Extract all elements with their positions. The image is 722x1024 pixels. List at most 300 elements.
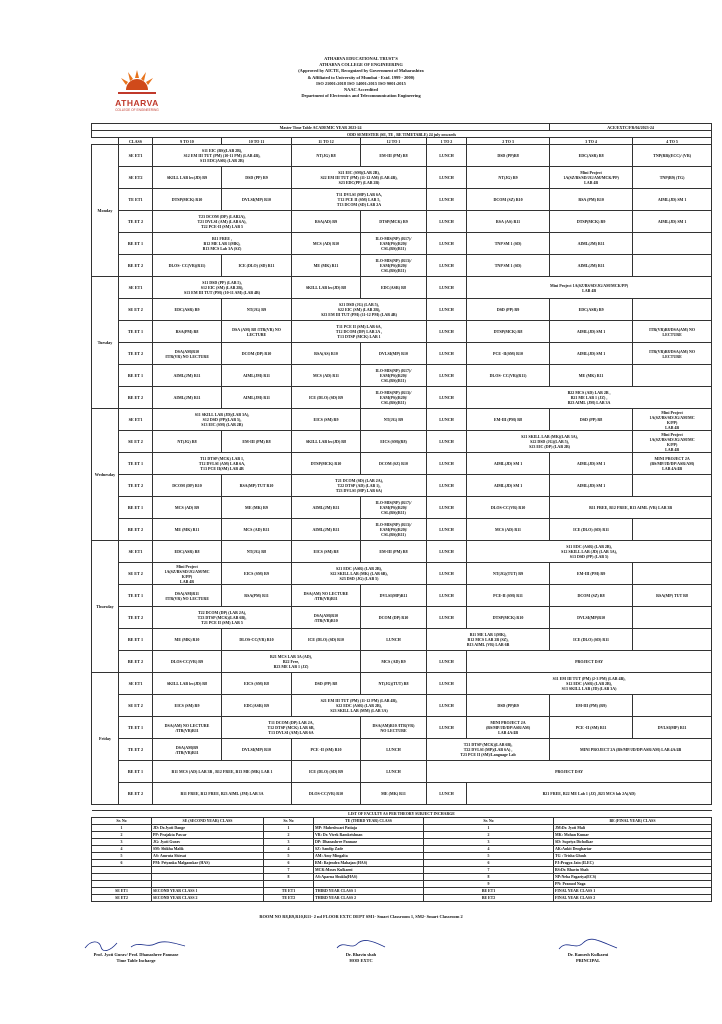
semester-title: ODD SEMESTER (SE, TE , BE TIMETABLE) 24 july onwards (92, 131, 712, 138)
timetable-cell: ILO-MIS(NP) (R13)/ EAM(PS)(R20)/ CSL(BS)(R11) (361, 519, 427, 541)
timetable-row (92, 717, 712, 739)
timetable-cell: EDC(ASR) R8 (153, 541, 222, 563)
timetable-cell: DSA(AM)R11 /ITR(VR) NO LECTURE (153, 585, 222, 607)
timetable-cell: RSA(MP) TUT R10 (222, 475, 292, 497)
timetable-cell: LUNCH (361, 761, 427, 783)
class-label: SE ET 2 (119, 563, 153, 585)
timetable-cell: LUNCH (427, 453, 467, 475)
timetable-cell (633, 233, 712, 255)
faculty-cell: 5 (264, 853, 314, 860)
faculty-cell: SECOND YEAR CLASS 1 (152, 888, 264, 895)
timetable-cell: LUNCH (427, 343, 467, 365)
timetable-row (92, 343, 712, 365)
timetable-cell: ICE (DLO) (SD) R9 (292, 387, 361, 409)
timetable-cell: S11 EDC (ASR) (LAB 2B), S12 SKILL LAB (JD) (LAB 3A), S13 DSD (PP) (LAB 5) (467, 541, 712, 563)
timetable-row (92, 189, 712, 211)
class-label: BE ET 1 (119, 365, 153, 387)
column-header: 10 TO 11 (222, 138, 292, 145)
timetable-cell (633, 695, 712, 717)
timetable-cell: B21 FREE, B22 ME Lab 1 (JZ) ,B23 MCS lab 2A(AD) (467, 783, 712, 805)
timetable-cell: B11 FREE, B12 FREE, B13 AIML (VR) LAB 3B (550, 497, 712, 519)
faculty-cell: AM: Amy Mingalta (314, 853, 424, 860)
header-line: & Affiliated to University of Mumbai - Estd. 1999 - 2000) (307, 74, 415, 80)
timetable-cell: B11 ME LAB 1(MK), B12 MCS LAB 2B (SZ), B13 AIML (VR) LAB 6B (427, 629, 550, 651)
timetable-cell: AIML(JM) R11 (222, 387, 292, 409)
handwritten-signature (553, 938, 623, 952)
timetable-cell: ME (MK) R9 (222, 497, 292, 519)
faculty-cell: BE ET1 (424, 888, 554, 895)
faculty-cell: 8 (264, 874, 314, 881)
timetable-cell: EM-III (PM) R9 (550, 563, 633, 585)
timetable-cell: TNP(RB)(ECC)/ (VR) (633, 145, 712, 167)
timetable-cell: MCS (AD) R9 (153, 497, 222, 519)
timetable-cell: T11 PCE II (SM) LAB 6A, T12 DCOM (DP) LAB 2A , T13 DTSP (MCK) LAB 1 (292, 321, 427, 343)
timetable-row (92, 167, 712, 189)
faculty-cell: VR: Dr. Vivek Ramkrishnan (314, 832, 424, 839)
timetable-cell: ICE (DLO) (SD) R10 (292, 629, 361, 651)
timetable-cell: TNP SM 1 (SD) (467, 255, 550, 277)
class-label: BE ET 2 (119, 255, 153, 277)
timetable-cell: PCE -II (SM) R10 (292, 739, 361, 761)
timetable-cell: MCS (AD) R11 (292, 365, 361, 387)
timetable-cell: DTSP(MCK) R10 (153, 189, 222, 211)
timetable-cell: B11 FREE, B12 FREE, B23 AIML (JM) LAB 3A (153, 783, 292, 805)
signatory-role: PRINCIPAL (575, 958, 601, 963)
class-label: SE ET1 (119, 673, 153, 695)
timetable-cell: DCOM (DP) R10 (361, 607, 427, 629)
logo-name: ATHARVA (115, 98, 159, 108)
signatory-role: Time Table Incharge (116, 958, 156, 963)
faculty-cell (152, 881, 264, 888)
timetable-cell: LUNCH (427, 541, 467, 563)
timetable-cell: MINI PROJECT 2A (BS/MP/JD/DP/ASR/AM) LAB 4A/4B (467, 717, 550, 739)
faculty-cell: PM: Priyanka Malgaonkar (HAS) (152, 860, 264, 867)
faculty-cell: FINAL YEAR CLASS 2 (554, 895, 712, 902)
timetable-cell: DTSP(MCK) R10 (467, 607, 550, 629)
timetable-cell: S11 EM III TUT (PM) (2-3 PM) (LAB 4B), S12 EDC (ASR) (LAB 2B), S13 SKILL LAB (JD) (LAB 3A) (467, 673, 712, 695)
timetable-cell: ILO-MIS(NP) (R17)/ EAM(PS)(R20)/ CSL(BS)(R11) (361, 365, 427, 387)
faculty-header: BE (FINAL YEAR) CLASS (554, 818, 712, 825)
faculty-cell: 3 (424, 839, 554, 846)
timetable-row (92, 519, 712, 541)
faculty-cell: AS:Aparna Shukla(HAS) (314, 874, 424, 881)
timetable-row (92, 739, 712, 761)
timetable-cell: EICS (SM) R9 (292, 409, 361, 431)
timetable-cell: DCOM (SZ) R10 (361, 453, 427, 475)
timetable-cell: AIML(JD) SM 1 (633, 211, 712, 233)
timetable-cell: ILO-MIS(NP) (R17)/ EAM(PS)(R20)/ CSL(BS)(R11) (361, 497, 427, 519)
faculty-cell: DP: Dhanashree Pannase (314, 839, 424, 846)
master-timetable (91, 123, 712, 805)
timetable-cell: ITR(VR)R8/DSA(AM) NO LECTURE (633, 343, 712, 365)
timetable-cell: DLOS- CC(VR)(R11) (467, 365, 550, 387)
faculty-cell: SM: Shikha Malik (152, 846, 264, 853)
faculty-cell: MK: Mohan Kumar (554, 832, 712, 839)
timetable-row (92, 585, 712, 607)
timetable-cell: Mini Project 1A(SZ/BS/SD/JG/AM/MC K/PP) LAB 4B (633, 409, 712, 431)
day-header (92, 138, 119, 145)
faculty-title: LIST OF FACULTY AS PER THEORY SUBJECT INCHARGE (92, 811, 712, 818)
timetable-cell: DSA(AM)R10 /ITR(VR) NO LECTURE (361, 717, 427, 739)
timetable-cell: ICE (DLO) (SD) R11 (550, 519, 633, 541)
timetable-cell: B21 MCS LAB 3A (AD), B22 Free, B23 ME LAB 1 (JZ) (222, 651, 361, 673)
faculty-cell: RM: Rajendra Mahajan (HAS) (314, 860, 424, 867)
timetable-row (92, 431, 712, 453)
timetable-cell: RSA (PM) R10 (550, 189, 633, 211)
timetable-cell: T11 DCOM (DP) LAB 2A, T12 DTSP (MCK) LAB 6B, T13 DVLSI (AM) LAB 6A (222, 717, 361, 739)
faculty-row (92, 881, 712, 888)
timetable-cell: AIML(JM) R11 (550, 233, 633, 255)
timetable-cell: AIML(JD) SM 1 (467, 475, 550, 497)
faculty-cell (92, 867, 152, 874)
timetable-cell: ICE (DLO) (SD) R9 (292, 761, 361, 783)
timetable-cell (633, 475, 712, 497)
class-label: SE ET1 (119, 541, 153, 563)
faculty-cell: TG : Trisha Ghosh (554, 853, 712, 860)
timetable-cell: PCE -II(SM) R10 (467, 343, 550, 365)
timetable-cell (633, 365, 712, 387)
timetable-cell: ITR(VR)R8/DSA(AM) NO LECTURE (633, 321, 712, 343)
header-line: (Approved by AICTE, Recognized by Government of Maharashtra (298, 68, 424, 74)
faculty-cell (152, 874, 264, 881)
faculty-cell (152, 867, 264, 874)
timetable-cell: RSA (AS) R11 (467, 211, 550, 233)
timetable-cell: PROJECT DAY (467, 651, 712, 673)
timetable-cell: DSA(AM)R10 /ITR(VR)R10 (292, 607, 361, 629)
faculty-cell: 1 (424, 825, 554, 832)
faculty-cell: THIRD YEAR CLASS 2 (314, 895, 424, 902)
logo-subtitle: COLLEGE OF ENGINEERING (115, 108, 159, 112)
timetable-cell: LUNCH (427, 233, 467, 255)
faculty-cell: JD: Dr.Jyoti Dange (152, 825, 264, 832)
timetable-cell: T23 DCOM (DP) (LAB2A), T21 DVLSI (AM) (LAB 6A), T22 PCE-II (SM) LAB 5 (153, 211, 292, 233)
faculty-header: TE (THIRD YEAR) CLASS (314, 818, 424, 825)
faculty-row (92, 895, 712, 902)
timetable-cell: DCOM (SZ) R10 (467, 189, 550, 211)
timetable-cell: NT(JG) R9 (222, 299, 292, 321)
header-line: ATHARVA COLLEGE OF ENGINEERING (319, 62, 403, 68)
document-code: ACE/EXTC/FR/04/2023-24 (550, 124, 712, 131)
timetable-row (92, 409, 712, 431)
timetable-cell: LUNCH (427, 409, 467, 431)
signatory-name: Dr. Ramesh Kulkarni (567, 952, 609, 957)
timetable-cell: LUNCH (361, 629, 427, 651)
timetable-cell: DTSP(MCK) R9 (550, 211, 633, 233)
faculty-cell: NP:Neha Pagariya(ECS) (554, 874, 712, 881)
timetable-cell: DLOS- CC(VR)(R11) (153, 255, 222, 277)
timetable-row (92, 497, 712, 519)
faculty-row (92, 825, 712, 832)
timetable-cell: Mini Project 1A(SZ/BS/SD/JG/AM/MCK/PP) LAB 4B (467, 277, 712, 299)
faculty-cell: 9 (424, 881, 554, 888)
timetable-cell: LUNCH (427, 585, 467, 607)
faculty-cell: 3 (92, 839, 152, 846)
timetable-row (92, 453, 712, 475)
class-label: SE ET2 (119, 167, 153, 189)
faculty-cell: 5 (92, 853, 152, 860)
day-label: Thursday (92, 541, 119, 673)
faculty-cell: SE ET1 (92, 888, 152, 895)
column-header: 1 TO 2 (427, 138, 467, 145)
signature-block (281, 938, 441, 964)
timetable-cell: DLOS-CC(VR) R9 (153, 651, 222, 673)
timetable-cell: RSA(AD) R9 (292, 211, 361, 233)
timetable-cell: EICS (SM) R9 (222, 563, 292, 585)
timetable-cell: DLOS-CC(VR) R10 (467, 497, 550, 519)
faculty-row (92, 874, 712, 881)
timetable-cell: AIML(JM) R11 (153, 365, 222, 387)
timetable-cell: NT(JG) R9 (467, 167, 550, 189)
class-label: SE ET 2 (119, 431, 153, 453)
timetable-cell: EICS (SM) R9 (153, 695, 222, 717)
timetable-cell: DSD (PP) R9 (222, 167, 292, 189)
timetable-cell: T21 DCOM (SD) (LAB 2A), T22 DTSP (AD) (LAB 1), T23 DVLSI (MP) LAB 6A) (292, 475, 427, 497)
faculty-cell: PN: Pramod Naga (554, 881, 712, 888)
class-label: SE ET 2 (119, 695, 153, 717)
timetable-cell: DSD (PP) R8 (550, 409, 633, 431)
column-header: 2 TO 3 (467, 138, 550, 145)
faculty-cell: 6 (92, 860, 152, 867)
timetable-cell: EDC(ASR) R9 (153, 299, 222, 321)
timetable-row (92, 255, 712, 277)
timetable-cell: LUNCH (427, 365, 467, 387)
faculty-header: Sr. No (92, 818, 152, 825)
faculty-cell: 1 (92, 825, 152, 832)
faculty-cell (92, 874, 152, 881)
timetable-cell: AIML(JM) R11 (292, 497, 361, 519)
faculty-cell: AS: Amruta Shirsat (152, 853, 264, 860)
faculty-cell: 5 (424, 853, 554, 860)
timetable-cell: AIML(JM) R11 (292, 519, 361, 541)
timetable-cell: LUNCH (427, 695, 467, 717)
column-header: 11 TO 12 (292, 138, 361, 145)
timetable-cell: AIML(JD) SM 1 (550, 453, 633, 475)
timetable-cell: EM-III (PM) R8 (467, 409, 550, 431)
faculty-cell: 6 (424, 860, 554, 867)
timetable-cell: EICS (SM)(R8) (361, 431, 427, 453)
timetable-cell: LUNCH (427, 167, 467, 189)
timetable-cell: ICE (DLO) (SD) R11 (222, 255, 292, 277)
timetable-cell: AIML(JD) SM 1 (550, 321, 633, 343)
timetable-cell: EDC(ASR) R9 (222, 695, 292, 717)
timetable-row (92, 629, 712, 651)
header-line: ISO 21001:2018 ISO 14001:2015 ISO 9001:2015 (316, 80, 406, 86)
faculty-cell: 4 (92, 846, 152, 853)
day-label: Tuesday (92, 277, 119, 409)
faculty-cell: SD: Supriya Dicholkar (554, 839, 712, 846)
faculty-table (91, 810, 712, 902)
faculty-cell: 3 (264, 839, 314, 846)
timetable-cell: ME (MK) R11 (153, 519, 222, 541)
timetable-cell: ME (MK) R11 (292, 255, 361, 277)
timetable-cell: AIML(JD) SM 1 (467, 453, 550, 475)
timetable-cell (633, 255, 712, 277)
class-label: TE ET 2 (119, 343, 153, 365)
class-label: TE ET 2 (119, 475, 153, 497)
timetable-cell: NT(JG) R8 (153, 431, 222, 453)
timetable-cell: T11 DTSP (MCK) LAB 1, T12 DVLSI (AM) LAB 6A, T13 PCE II(SM) LAB 4B (153, 453, 292, 475)
timetable-cell: AIML(JD) SM 1 (633, 189, 712, 211)
timetable-cell: PCE -II (SM) R11 (550, 717, 633, 739)
header-line: ATHARVA EDUCATIONAL TRUST'S (324, 56, 398, 61)
timetable-cell: ILO-MIS(NP) (R13)/ EAM(PS)(R20)/ CSL(BS)(R11) (361, 255, 427, 277)
timetable-cell: DCOM (DP) R10 (222, 343, 292, 365)
faculty-cell: SE ET2 (92, 895, 152, 902)
timetable-row (92, 299, 712, 321)
timetable-cell: S11 DSD (PP) (LAB 5), S12 EIC (SM) (LAB 2B), S13 EM III TUT (PM) (10-11 AM) (LAB 4B) (153, 277, 292, 299)
timetable-cell: DSD (PP) R9 (467, 299, 550, 321)
class-label: TE ET 2 (119, 739, 153, 761)
timetable-cell: SKILL LAB lec(JD) R9 (153, 167, 222, 189)
timetable-cell: EDC(ASR) R9 (550, 299, 633, 321)
column-header: 3 TO 4 (550, 138, 633, 145)
class-label: SE ET1 (119, 145, 153, 167)
timetable-cell: MCS (AD) R11 (467, 519, 550, 541)
timetable-cell: LUNCH (427, 145, 467, 167)
timetable-cell: DSA(AM)R10 /ITR(VR) NO LECTURE (153, 343, 222, 365)
timetable-cell: LUNCH (427, 519, 467, 541)
faculty-cell: JM:Dr. Jyoti Mali (554, 825, 712, 832)
timetable-cell (633, 299, 712, 321)
timetable-cell: TNP SM 1 (SD) (467, 233, 550, 255)
timetable-cell (633, 607, 712, 629)
timetable-cell: S11 EIC (BS)(LAB 2B), S12 EM III TUT (PM) (10-11 PM) (LAB 4B), S13 EDC(ASR) (LAB 2B) (153, 145, 292, 167)
timetable-cell: ME (MK) R11 (550, 365, 633, 387)
class-label: BE ET 2 (119, 519, 153, 541)
timetable-cell: S21 DSD (JG) (LAB 5), S22 EIC (SM) (LAB 2B), S23 EM III TUT (PM) (11-12 PM) (LAB 4B) (292, 299, 427, 321)
class-label: TE ET 1 (119, 453, 153, 475)
timetable-cell: B11 FREE , B12 ME LAB 1(MK), B13 MCS Lab 3A (SZ) (153, 233, 292, 255)
timetable-row (92, 695, 712, 717)
timetable-cell: DCOM (SZ) R8 (550, 585, 633, 607)
faculty-row (92, 846, 712, 853)
timetable-cell: ILO-MIS(NP) (R17)/ EAM(PS)(R20)/ CSL(BS)(R11) (361, 233, 427, 255)
timetable-row (92, 321, 712, 343)
timetable-cell: NT(JG) R9 (361, 409, 427, 431)
timetable-cell: DVLSI(MP) R10 (222, 189, 292, 211)
timetable-cell: MCS (AD) R11 (222, 519, 292, 541)
timetable-cell: TNP(B9) (TG) (633, 167, 712, 189)
faculty-cell: MP: Maheshwari Patiaja (314, 825, 424, 832)
timetable-cell: RSA(MP) TUT R8 (633, 585, 712, 607)
faculty-cell: SZ: Sandip Zade (314, 846, 424, 853)
faculty-cell: TE ET1 (264, 888, 314, 895)
timetable-cell: EDC(ASR) R8 (550, 145, 633, 167)
timetable-cell: LUNCH (427, 431, 467, 453)
timetable-cell: RSA(AS) R10 (292, 343, 361, 365)
timetable-cell: EM-III (PM) R8 (222, 431, 292, 453)
signature-block (508, 938, 668, 964)
timetable-cell: LUNCH (427, 651, 467, 673)
header-line: NAAC Accredited (344, 87, 378, 93)
faculty-cell: 2 (424, 832, 554, 839)
faculty-cell: 8 (424, 874, 554, 881)
class-label: TE ET 1 (119, 717, 153, 739)
timetable-cell: Mini Project 1A(SZ/BS/SD/JG/AM/MC K/PP) LAB 4B (153, 563, 222, 585)
timetable-cell: DSA(AM)R9 /ITR(VR)R11 (153, 739, 222, 761)
timetable-cell: LUNCH (427, 211, 467, 233)
faculty-cell: THIRD YEAR CLASS 1 (314, 888, 424, 895)
timetable-cell: AIML(JM) R11 (550, 255, 633, 277)
faculty-cell: 6 (264, 860, 314, 867)
timetable-cell: LUNCH (427, 607, 467, 629)
signature-block (56, 938, 216, 964)
faculty-row (92, 853, 712, 860)
faculty-cell: SECOND YEAR CLASS 2 (152, 895, 264, 902)
faculty-row (92, 888, 712, 895)
timetable-cell: LUNCH (427, 563, 467, 585)
timetable-cell: B11 MCS (AD) LAB 3B , B12 FREE, B13 ME (MK) LAB 1 (153, 761, 292, 783)
timetable-cell: Mini Project 1A(SZ/BS/SD/JG/AM/MCK/PP) LAB 4B (550, 167, 633, 189)
timetable-cell: NT(JG)(TUT) R8 (361, 673, 427, 695)
class-label: BE ET 1 (119, 233, 153, 255)
faculty-row (92, 867, 712, 874)
faculty-cell: PP: Prajakta Pawar (152, 832, 264, 839)
faculty-cell: 2 (92, 832, 152, 839)
timetable-cell: MCS (AD) R9 (361, 651, 427, 673)
timetable-cell: S11 SKILL LAB (JD)(LAB 3A), S12 DSD (PP)(LAB 5), S13 EIC (SM) (LAB 2B) (153, 409, 292, 431)
timetable-cell: DTSP(MCK) R9 (361, 211, 427, 233)
faculty-cell: MCK:Moses Kulkarni (314, 867, 424, 874)
timetable-cell: DSD (PP)R8 (467, 145, 550, 167)
class-label: SE ET1 (119, 409, 153, 431)
class-label: TE ET 1 (119, 585, 153, 607)
timetable-cell: B22 MCS (AD) LAB 2B , B21 ME LAB 1 (JZ) , B23 AIML (JM) LAB 3A (467, 387, 712, 409)
timetable-cell: LUNCH (361, 739, 427, 761)
signatory-name: Prof. Jyoti Gurav/ Prof. Dhanashree Pannase (93, 952, 179, 957)
timetable-cell: NT(JG) R8 (292, 145, 361, 167)
timetable-cell: LUNCH (427, 475, 467, 497)
room-note: ROOM NO R8,R9,R10,R11- 2 nd FLOOR EXTC DEPT SM1- Smart Classroom 1, SM2- Smart Classroom 2 (259, 914, 463, 919)
timetable-cell: DLOS-CC(VR) R10 (222, 629, 292, 651)
timetable-cell: NT(JG)(TUT) R9 (467, 563, 550, 585)
timetable-row (92, 673, 712, 695)
timetable-cell: RSA(PM) R11 (222, 585, 292, 607)
timetable-cell: DSD (PP) R8 (292, 673, 361, 695)
faculty-cell: 7 (264, 867, 314, 874)
class-label: BE ET 1 (119, 497, 153, 519)
timetable-cell: ME (MK) R10 (153, 629, 222, 651)
faculty-cell: 4 (264, 846, 314, 853)
timetable-cell: LUNCH (427, 277, 467, 299)
faculty-cell (314, 881, 424, 888)
timetable-cell: PCE-II (SM) R11 (467, 585, 550, 607)
timetable-cell: T11 DVLSI (MP) LAB 6A, T12 PCE II (SM) LAB 5, T13 DCOM (SD) LAB 2A (292, 189, 427, 211)
document-header (0, 56, 722, 99)
faculty-cell: FINAL YEAR CLASS 1 (554, 888, 712, 895)
timetable-row (92, 541, 712, 563)
day-label: Monday (92, 145, 119, 277)
timetable-cell: S21 EM III TUT (PM) (11-12 PM) (LAB 4B), S22 EDC (ASR) (LAB 2B), S23 SKILL LAB (MM) (LAB 3A) (292, 695, 427, 717)
faculty-cell: TE ET2 (264, 895, 314, 902)
faculty-row (92, 839, 712, 846)
handwritten-signature (81, 938, 191, 952)
timetable-cell: DVLSI(MP)R10 (550, 607, 633, 629)
faculty-header: Sr. No (424, 818, 554, 825)
timetable-cell: EICS (SM) R8 (222, 673, 292, 695)
column-header: CLASS (119, 138, 153, 145)
timetable-cell: S21 EDC (ASR) (LAB 2B), S22 SKILL LAB (MK) (LAB 6B), S23 DSD (JG) (LAB 5) (292, 563, 427, 585)
faculty-cell: PJ:Pragya Jain (ILEC) (554, 860, 712, 867)
column-header: 9 TO 10 (153, 138, 222, 145)
timetable-cell: MCS (AD) R10 (292, 233, 361, 255)
timetable-row (92, 761, 712, 783)
timetable-cell: AIML(JM) R11 (222, 365, 292, 387)
timetable-cell: ICE (DLO) (SD) R11 (550, 629, 633, 651)
timetable-cell: DSA(AM) NO LECTURE /ITR(VR)R11 (153, 717, 222, 739)
class-label: TE ET 2 (119, 211, 153, 233)
faculty-row (92, 860, 712, 867)
